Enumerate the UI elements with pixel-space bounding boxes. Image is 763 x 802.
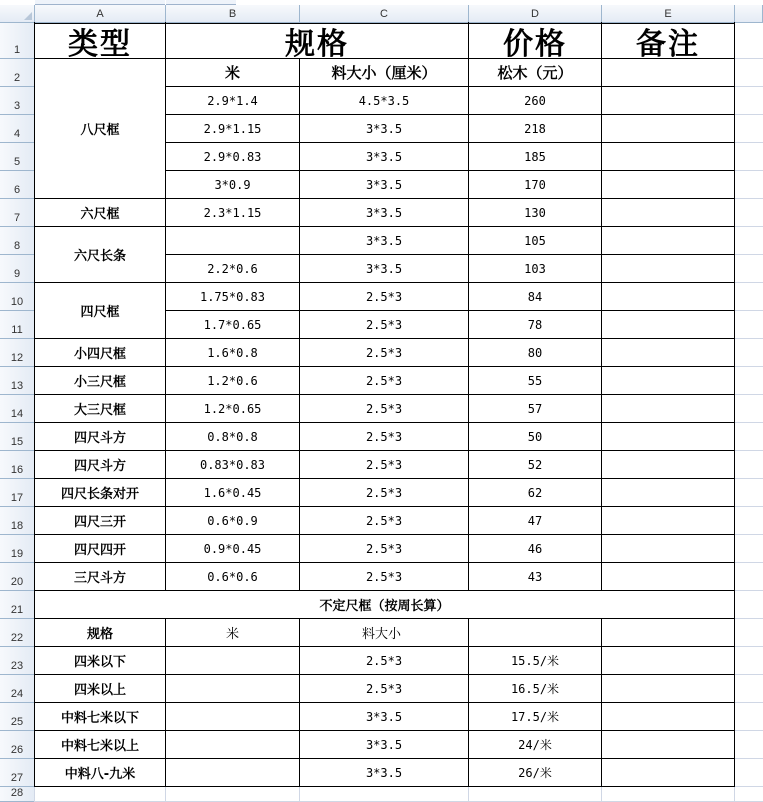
spec-material[interactable]: 2.5*3 — [300, 423, 468, 450]
row-header-22[interactable]: 22 — [0, 619, 35, 647]
irregular-meters[interactable] — [166, 703, 299, 730]
irregular-spec[interactable]: 四米以上 — [35, 675, 165, 702]
irregular-spec[interactable]: 中料八-九米 — [35, 759, 165, 786]
price-pine[interactable]: 78 — [469, 311, 601, 338]
table-border — [35, 702, 735, 703]
irregular-meters[interactable] — [166, 675, 299, 702]
spec-material[interactable]: 2.5*3 — [300, 451, 468, 478]
row-header-23[interactable]: 23 — [0, 647, 35, 675]
table-border — [35, 646, 735, 647]
irregular-price[interactable]: 16.5/米 — [469, 675, 601, 702]
header-type[interactable]: 类型 — [35, 23, 165, 58]
table-border — [35, 786, 735, 787]
frame-type[interactable]: 六尺长条 — [35, 227, 165, 282]
table-border — [35, 590, 735, 591]
price-pine[interactable]: 52 — [469, 451, 601, 478]
remark-cell[interactable] — [602, 115, 734, 142]
spec-material[interactable]: 3*3.5 — [300, 143, 468, 170]
table-border — [35, 562, 166, 563]
remark-cell[interactable] — [602, 675, 734, 702]
table-border — [35, 450, 166, 451]
price-pine[interactable]: 80 — [469, 339, 601, 366]
remark-cell[interactable] — [602, 255, 734, 282]
irregular-spec[interactable]: 中料七米以下 — [35, 703, 165, 730]
spec-material[interactable]: 2.5*3 — [300, 479, 468, 506]
remark-cell[interactable] — [602, 311, 734, 338]
spec-material[interactable]: 2.5*3 — [300, 395, 468, 422]
table-border — [35, 198, 166, 199]
spec-meters[interactable]: 2.2*0.6 — [166, 255, 299, 282]
frame-type[interactable]: 六尺框 — [35, 199, 165, 226]
table-border — [166, 254, 735, 255]
remark-cell[interactable] — [602, 367, 734, 394]
irregular-material[interactable]: 3*3.5 — [300, 759, 468, 786]
table-border — [165, 22, 166, 591]
irregular-meters[interactable] — [166, 759, 299, 786]
row-header-25[interactable]: 25 — [0, 703, 35, 731]
spec-material[interactable]: 3*3.5 — [300, 227, 468, 254]
row-header-24[interactable]: 24 — [0, 675, 35, 703]
spec-material[interactable]: 2.5*3 — [300, 283, 468, 310]
irregular-price[interactable]: 15.5/米 — [469, 647, 601, 674]
remark-cell[interactable] — [602, 199, 734, 226]
row-header-13[interactable]: 13 — [0, 367, 35, 395]
price-pine[interactable]: 57 — [469, 395, 601, 422]
irregular-meters[interactable] — [166, 647, 299, 674]
spec-meters[interactable]: 2.9*0.83 — [166, 143, 299, 170]
table-border — [35, 338, 166, 339]
table-border — [468, 22, 469, 591]
row-header-16[interactable]: 16 — [0, 451, 35, 479]
price-pine[interactable]: 62 — [469, 479, 601, 506]
spec-material[interactable]: 3*3.5 — [300, 115, 468, 142]
spec-meters[interactable]: 1.6*0.8 — [166, 339, 299, 366]
select-all-corner[interactable] — [0, 5, 35, 23]
row-header-9[interactable]: 9 — [0, 255, 35, 283]
table-border — [35, 282, 166, 283]
price-pine[interactable]: 50 — [469, 423, 601, 450]
row-header-8[interactable]: 8 — [0, 227, 35, 255]
table-border — [166, 58, 735, 59]
remark-cell[interactable] — [602, 143, 734, 170]
remark-cell[interactable] — [602, 535, 734, 562]
irregular-spec[interactable]: 四米以下 — [35, 647, 165, 674]
irregular-spec[interactable]: 中料七米以上 — [35, 731, 165, 758]
remark-cell[interactable] — [602, 283, 734, 310]
table-border — [35, 534, 166, 535]
table-border — [35, 366, 166, 367]
subheader-meters[interactable]: 米 — [166, 59, 299, 86]
spec-material[interactable]: 4.5*3.5 — [300, 87, 468, 114]
table-border — [166, 338, 735, 339]
price-pine[interactable]: 105 — [469, 227, 601, 254]
spec-material[interactable]: 2.5*3 — [300, 507, 468, 534]
table-border — [166, 422, 735, 423]
table-border — [35, 58, 166, 59]
row-header-27[interactable]: 27 — [0, 759, 35, 787]
price-pine[interactable]: 170 — [469, 171, 601, 198]
remark-cell[interactable] — [602, 563, 734, 590]
irregular-material[interactable]: 2.5*3 — [300, 675, 468, 702]
header-spec[interactable]: 规格 — [166, 23, 468, 58]
row-header-21[interactable]: 21 — [0, 591, 35, 619]
remark-cell[interactable] — [602, 227, 734, 254]
irregular-price[interactable]: 26/米 — [469, 759, 601, 786]
remark-cell[interactable] — [602, 731, 734, 758]
spec-meters[interactable]: 0.9*0.45 — [166, 535, 299, 562]
spec-meters[interactable]: 1.7*0.65 — [166, 311, 299, 338]
spec-meters[interactable]: 1.2*0.65 — [166, 395, 299, 422]
spec-meters[interactable]: 2.9*1.15 — [166, 115, 299, 142]
irregular-col-price[interactable] — [469, 619, 601, 646]
table-border — [468, 618, 469, 787]
table-border — [166, 114, 735, 115]
row-header-1[interactable]: 1 — [0, 23, 35, 59]
price-pine[interactable]: 103 — [469, 255, 601, 282]
spec-meters[interactable]: 1.6*0.45 — [166, 479, 299, 506]
spec-material[interactable]: 3*3.5 — [300, 255, 468, 282]
frame-type[interactable]: 小三尺框 — [35, 367, 165, 394]
irregular-material[interactable]: 3*3.5 — [300, 731, 468, 758]
table-border — [35, 422, 166, 423]
price-pine[interactable]: 84 — [469, 283, 601, 310]
spec-meters[interactable]: 0.6*0.9 — [166, 507, 299, 534]
spec-meters[interactable]: 1.2*0.6 — [166, 367, 299, 394]
remark-cell[interactable] — [602, 395, 734, 422]
spec-meters[interactable]: 0.6*0.6 — [166, 563, 299, 590]
row-header-2[interactable]: 2 — [0, 59, 35, 87]
price-pine[interactable]: 55 — [469, 367, 601, 394]
table-border — [166, 198, 735, 199]
remark-cell[interactable] — [602, 339, 734, 366]
irregular-meters[interactable] — [166, 731, 299, 758]
table-border — [166, 534, 735, 535]
price-pine[interactable]: 218 — [469, 115, 601, 142]
price-pine[interactable]: 43 — [469, 563, 601, 590]
spec-material[interactable]: 2.5*3 — [300, 339, 468, 366]
table-border — [166, 562, 735, 563]
spec-meters[interactable]: 2.3*1.15 — [166, 199, 299, 226]
spec-material[interactable]: 2.5*3 — [300, 563, 468, 590]
table-border — [35, 226, 166, 227]
remark-cell[interactable] — [602, 423, 734, 450]
table-border — [35, 730, 735, 731]
table-border — [166, 366, 735, 367]
table-border — [35, 674, 735, 675]
price-pine[interactable]: 46 — [469, 535, 601, 562]
frame-type[interactable]: 三尺斗方 — [35, 563, 165, 590]
spec-meters[interactable]: 0.8*0.8 — [166, 423, 299, 450]
subheader-pine[interactable]: 松木（元） — [469, 59, 601, 86]
frame-type[interactable]: 四尺斗方 — [35, 451, 165, 478]
row-header-7[interactable]: 7 — [0, 199, 35, 227]
table-border — [601, 618, 602, 787]
row-header-15[interactable]: 15 — [0, 423, 35, 451]
table-border — [166, 450, 735, 451]
table-border — [35, 394, 166, 395]
frame-type[interactable]: 小四尺框 — [35, 339, 165, 366]
table-border — [166, 310, 735, 311]
frame-type[interactable]: 四尺长条对开 — [35, 479, 165, 506]
subheader-material[interactable]: 料大小（厘米） — [300, 59, 468, 86]
irregular-price[interactable]: 17.5/米 — [469, 703, 601, 730]
frame-type[interactable]: 四尺斗方 — [35, 423, 165, 450]
row-header-14[interactable]: 14 — [0, 395, 35, 423]
frame-type[interactable]: 大三尺框 — [35, 395, 165, 422]
spec-meters[interactable]: 0.83*0.83 — [166, 451, 299, 478]
remark-cell[interactable] — [602, 647, 734, 674]
irregular-material[interactable]: 2.5*3 — [300, 647, 468, 674]
table-border — [165, 618, 166, 787]
table-border — [166, 142, 735, 143]
row-header-19[interactable]: 19 — [0, 535, 35, 563]
remark-cell[interactable] — [602, 451, 734, 478]
table-border — [166, 226, 735, 227]
row-header-26[interactable]: 26 — [0, 731, 35, 759]
frame-type[interactable]: 四尺四开 — [35, 535, 165, 562]
column-header-c[interactable]: C — [300, 5, 469, 23]
table-border — [166, 170, 735, 171]
row-header-12[interactable]: 12 — [0, 339, 35, 367]
row-header-10[interactable]: 10 — [0, 283, 35, 311]
frame-type[interactable]: 四尺框 — [35, 283, 165, 338]
row-header-6[interactable]: 6 — [0, 171, 35, 199]
spec-material[interactable]: 3*3.5 — [300, 171, 468, 198]
table-border — [166, 478, 735, 479]
column-header-f[interactable] — [735, 5, 763, 23]
spec-material[interactable]: 2.5*3 — [300, 535, 468, 562]
price-pine[interactable]: 260 — [469, 87, 601, 114]
irregular-title[interactable]: 不定尺框（按周长算） — [35, 591, 734, 618]
table-border — [35, 478, 166, 479]
table-border — [166, 86, 735, 87]
price-pine[interactable]: 130 — [469, 199, 601, 226]
frame-type[interactable]: 四尺三开 — [35, 507, 165, 534]
table-border — [166, 394, 735, 395]
remark-cell[interactable] — [602, 479, 734, 506]
irregular-col-spec[interactable]: 规格 — [35, 619, 165, 646]
row-header-11[interactable]: 11 — [0, 311, 35, 339]
spec-meters[interactable]: 3*0.9 — [166, 171, 299, 198]
table-border — [601, 22, 602, 591]
spec-material[interactable]: 3*3.5 — [300, 199, 468, 226]
remark-cell[interactable] — [602, 87, 734, 114]
column-header-b[interactable]: B — [166, 5, 300, 23]
table-border — [166, 282, 735, 283]
remark-cell[interactable] — [602, 171, 734, 198]
table-border — [35, 758, 735, 759]
spec-meters[interactable] — [166, 227, 299, 254]
table-border — [35, 23, 735, 24]
table-border — [299, 58, 300, 591]
frame-type[interactable]: 八尺框 — [35, 59, 165, 198]
table-border — [734, 22, 735, 787]
spec-meters[interactable]: 1.75*0.83 — [166, 283, 299, 310]
row-header-3[interactable]: 3 — [0, 87, 35, 115]
spec-material[interactable]: 2.5*3 — [300, 367, 468, 394]
spec-material[interactable]: 2.5*3 — [300, 311, 468, 338]
spec-meters[interactable]: 2.9*1.4 — [166, 87, 299, 114]
remark-cell[interactable] — [602, 703, 734, 730]
row-header-20[interactable]: 20 — [0, 563, 35, 591]
table-border — [35, 618, 735, 619]
remark-cell[interactable] — [602, 59, 734, 86]
table-border — [34, 22, 35, 787]
table-border — [35, 506, 166, 507]
price-pine[interactable]: 185 — [469, 143, 601, 170]
column-header-e[interactable]: E — [602, 5, 735, 23]
price-pine[interactable]: 47 — [469, 507, 601, 534]
row-header-4[interactable]: 4 — [0, 115, 35, 143]
remark-cell[interactable] — [602, 759, 734, 786]
row-header-18[interactable]: 18 — [0, 507, 35, 535]
header-price[interactable]: 价格 — [469, 23, 601, 58]
row-header-5[interactable]: 5 — [0, 143, 35, 171]
remark-cell[interactable] — [602, 619, 734, 646]
irregular-col-meters[interactable]: 米 — [166, 619, 299, 646]
table-border — [166, 506, 735, 507]
column-header-a[interactable]: A — [35, 5, 166, 23]
header-remark[interactable]: 备注 — [602, 23, 734, 58]
remark-cell[interactable] — [602, 507, 734, 534]
row-header-17[interactable]: 17 — [0, 479, 35, 507]
table-border — [299, 618, 300, 787]
irregular-price[interactable]: 24/米 — [469, 731, 601, 758]
column-header-d[interactable]: D — [469, 5, 602, 23]
irregular-col-material[interactable]: 料大小 — [300, 619, 468, 646]
irregular-material[interactable]: 3*3.5 — [300, 703, 468, 730]
row-header-28[interactable]: 28 — [0, 787, 35, 802]
